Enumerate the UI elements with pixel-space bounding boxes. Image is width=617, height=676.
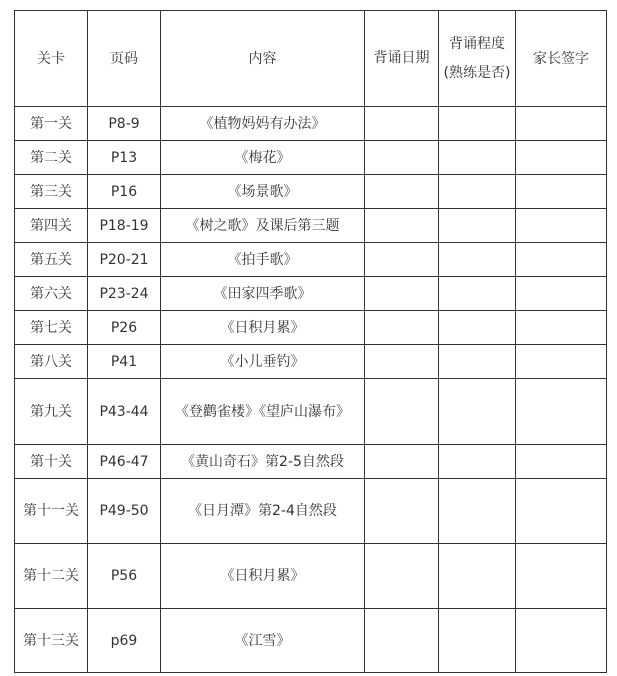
cell-signature[interactable] (516, 379, 607, 445)
cell-date[interactable] (365, 277, 439, 311)
cell-proficiency[interactable] (439, 107, 516, 141)
cell-proficiency[interactable] (439, 479, 516, 544)
cell-content: 《黄山奇石》第2-5自然段 (161, 445, 365, 479)
cell-page: P18-19 (88, 209, 161, 243)
header-row (15, 11, 607, 107)
cell-date[interactable] (365, 379, 439, 445)
table-row (15, 107, 607, 141)
cell-level: 第七关 (15, 311, 88, 345)
cell-signature[interactable] (516, 209, 607, 243)
cell-proficiency[interactable] (439, 609, 516, 673)
cell-content: 《日积月累》 (161, 544, 365, 609)
cell-date[interactable] (365, 609, 439, 673)
cell-level: 第十二关 (15, 544, 88, 609)
table-row (15, 141, 607, 175)
cell-signature[interactable] (516, 345, 607, 379)
recitation-table (14, 10, 607, 673)
cell-date[interactable] (365, 479, 439, 544)
cell-level: 第九关 (15, 379, 88, 445)
cell-page: P26 (88, 311, 161, 345)
cell-date[interactable] (365, 445, 439, 479)
cell-date[interactable] (365, 175, 439, 209)
cell-date[interactable] (365, 243, 439, 277)
cell-content: 《场景歌》 (161, 175, 365, 209)
header-signature: 家长签字 (516, 11, 607, 107)
header-proficiency: 背诵程度(熟练是否) (439, 11, 516, 107)
table-row (15, 379, 607, 445)
cell-proficiency[interactable] (439, 345, 516, 379)
cell-content: 《田家四季歌》 (161, 277, 365, 311)
cell-proficiency[interactable] (439, 175, 516, 209)
cell-signature[interactable] (516, 277, 607, 311)
cell-page: P49-50 (88, 479, 161, 544)
table-row (15, 479, 607, 544)
cell-signature[interactable] (516, 445, 607, 479)
cell-page: P16 (88, 175, 161, 209)
cell-level: 第三关 (15, 175, 88, 209)
table-row (15, 311, 607, 345)
cell-level: 第四关 (15, 209, 88, 243)
cell-signature[interactable] (516, 141, 607, 175)
cell-page: P56 (88, 544, 161, 609)
cell-level: 第十关 (15, 445, 88, 479)
cell-proficiency[interactable] (439, 141, 516, 175)
cell-page: P23-24 (88, 277, 161, 311)
cell-content: 《小儿垂钓》 (161, 345, 365, 379)
cell-level: 第八关 (15, 345, 88, 379)
cell-proficiency[interactable] (439, 311, 516, 345)
cell-proficiency[interactable] (439, 445, 516, 479)
cell-page: P8-9 (88, 107, 161, 141)
table-row (15, 445, 607, 479)
cell-signature[interactable] (516, 311, 607, 345)
table-row (15, 609, 607, 673)
cell-page: p69 (88, 609, 161, 673)
cell-content: 《植物妈妈有办法》 (161, 107, 365, 141)
cell-date[interactable] (365, 544, 439, 609)
cell-signature[interactable] (516, 243, 607, 277)
cell-page: P41 (88, 345, 161, 379)
cell-content: 《日积月累》 (161, 311, 365, 345)
cell-level: 第六关 (15, 277, 88, 311)
cell-proficiency[interactable] (439, 243, 516, 277)
cell-date[interactable] (365, 209, 439, 243)
table-row (15, 243, 607, 277)
cell-level: 第二关 (15, 141, 88, 175)
cell-level: 第五关 (15, 243, 88, 277)
cell-date[interactable] (365, 141, 439, 175)
cell-content: 《梅花》 (161, 141, 365, 175)
cell-content: 《日月潭》第2-4自然段 (161, 479, 365, 544)
cell-signature[interactable] (516, 609, 607, 673)
cell-level: 第一关 (15, 107, 88, 141)
table-row (15, 209, 607, 243)
header-page: 页码 (88, 11, 161, 107)
cell-date[interactable] (365, 345, 439, 379)
cell-signature[interactable] (516, 479, 607, 544)
cell-date[interactable] (365, 107, 439, 141)
cell-content: 《江雪》 (161, 609, 365, 673)
table-row (15, 345, 607, 379)
cell-level: 第十三关 (15, 609, 88, 673)
cell-page: P13 (88, 141, 161, 175)
cell-level: 第十一关 (15, 479, 88, 544)
table-row (15, 175, 607, 209)
cell-page: P46-47 (88, 445, 161, 479)
cell-signature[interactable] (516, 175, 607, 209)
cell-proficiency[interactable] (439, 544, 516, 609)
cell-content: 《登鹳雀楼》《望庐山瀑布》 (161, 379, 365, 445)
header-content: 内容 (161, 11, 365, 107)
header-date: 背诵日期 (365, 11, 439, 107)
header-level: 关卡 (15, 11, 88, 107)
cell-content: 《拍手歌》 (161, 243, 365, 277)
table-row (15, 277, 607, 311)
cell-date[interactable] (365, 311, 439, 345)
cell-signature[interactable] (516, 544, 607, 609)
cell-page: P43-44 (88, 379, 161, 445)
cell-proficiency[interactable] (439, 277, 516, 311)
cell-proficiency[interactable] (439, 379, 516, 445)
cell-content: 《树之歌》及课后第三题 (161, 209, 365, 243)
cell-signature[interactable] (516, 107, 607, 141)
table-row (15, 544, 607, 609)
cell-page: P20-21 (88, 243, 161, 277)
cell-proficiency[interactable] (439, 209, 516, 243)
